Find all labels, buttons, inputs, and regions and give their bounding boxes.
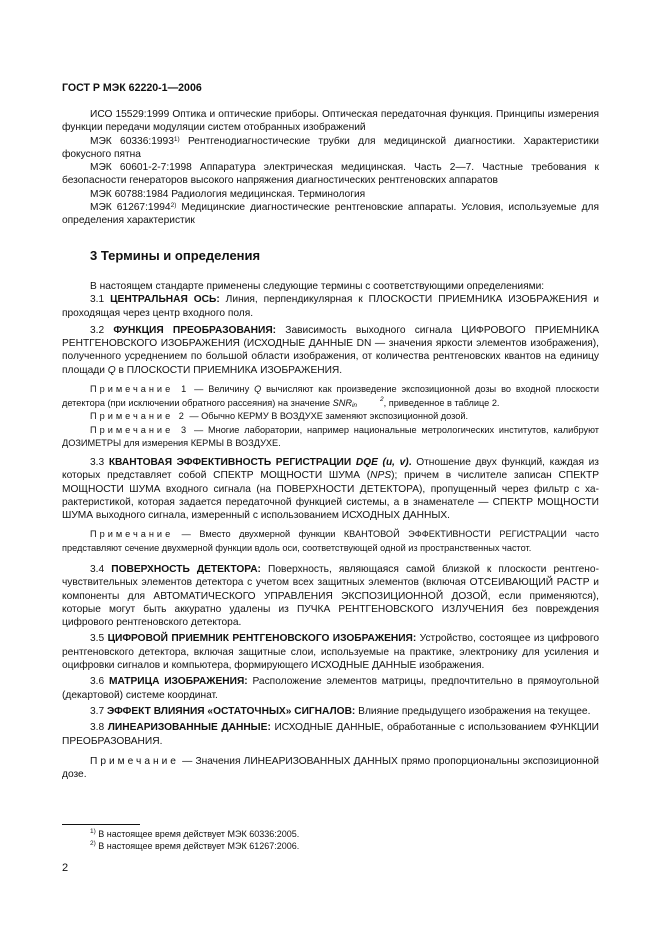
term-3-4: 3.4 ПОВЕРХНОСТЬ ДЕТЕКТОРА: Поверхность, являющаяся самой близкой к плоскости рентгеночувствительных элементов детектора с учетом всех защитных элементов (включая ОТСЕИВАЮЩИЙ РАСТР и компоненты для АВТОМАТИЧЕСКОГО УПРАВЛЕНИЯ ЭКСПОЗИЦИОННОЙ ДОЗОЙ, если применяются), которые могут быть аккуратно удалены из ПУЧКА РЕНТГЕНОВСКОГО ИЗЛУЧЕНИЯ без повреждения цифрового рентгеновского детектора.	[62, 564, 599, 629]
normative-references	[62, 108, 599, 228]
note-3-3: Примечание — Вместо двухмерной функции КВАНТОВОЙ ЭФФЕКТИВНОСТИ РЕГИСТРАЦИИ часто представляют сечение двухмерной функции вдоль оси, соответствующей одной из пространственных частот.	[62, 529, 599, 553]
terms-block-1	[62, 280, 599, 451]
page-number: 2	[62, 862, 69, 874]
section-heading: 3 Термины и определения	[90, 248, 261, 263]
terms-block-2	[62, 456, 599, 555]
note-3-2-3: Примечание 3 — Многие лаборатории, например национальные метрологических институтов, калибруют ДОЗИМЕТРЫ для измерения КЕРМЫ В ВОЗДУХЕ.	[62, 424, 599, 449]
term-3-8: 3.8 ЛИНЕАРИЗОВАННЫЕ ДАННЫЕ: ИСХОДНЫЕ ДАННЫЕ, обработанные с использованием ФУНКЦИИ ПРЕОБРАЗОВАНИЯ.	[62, 722, 599, 747]
term-3-1: 3.1 ЦЕНТРАЛЬНАЯ ОСЬ: Линия, перпендикулярная к ПЛОСКОСТИ ПРИЕМНИКА ИЗОБРАЖЕНИЯ и проходящая через центр входного поля.	[62, 294, 600, 319]
footnote-1: $^{1)}$ В настоящее время действует МЭК 60336:2005.	[90, 828, 300, 839]
terms-block-3	[62, 563, 599, 781]
intro-paragraph: В настоящем стандарте применены следующие термины с соответствующими определениями:	[90, 281, 545, 292]
reference-item: МЭК 60336:1993$^{1)}$ Рентгенодиагностические трубки для медицинской диагностики. Характеристики фокусного пятна	[62, 135, 599, 160]
reference-item: МЭК 60788:1984 Радиология медицинская. Терминология	[90, 188, 366, 200]
term-3-3: 3.3 КВАНТОВАЯ ЭФФЕКТИВНОСТЬ РЕГИСТРАЦИИ DQE (u, v). Отношение двух функций, каждая из которых представляет собой СПЕКТР МОЩНОСТИ ШУМА (NPS); причем в числителе записан СПЕКТР МОЩНОСТИ ШУМА входного сигнала (на ПОВЕРХНОСТИ ДЕТЕКТОРА), пропущенный через фильтр с характеристикой, которая задается передаточной функцией системы, а в знаменателе — СПЕКТР МОЩНОСТИ ШУМА выходного сигнала, измеренный с использованием ИСХОДНЫХ ДАННЫХ.	[62, 457, 599, 522]
standard-code-header: ГОСТ Р МЭК 62220-1—2006	[62, 82, 202, 94]
reference-item: МЭК 60601-2-7:1998 Аппаратура электрическая медицинская. Часть 2—7. Частные требования к безопасности генераторов высокого напряжения диагностических рентгеновских аппаратов	[62, 162, 599, 187]
note-3-8: Примечание — Значения ЛИНЕАРИЗОВАННЫХ ДАННЫХ прямо пропорциональны экспозиционной дозе.	[62, 755, 599, 781]
reference-item: МЭК 61267:1994$^{2)}$ Медицинские диагностические рентгеновские аппараты. Условия, используемые для определения характеристик	[62, 202, 599, 227]
term-3-7: 3.7 ЭФФЕКТ ВЛИЯНИЯ «ОСТАТОЧНЫХ» СИГНАЛОВ: Влияние предыдущего изображения на текущее.	[90, 705, 591, 717]
note-3-2-1: Примечание 1 — Величину Q вычисляют как произведение экспозиционной дозы во входной плоскости детектора (при исключении обратного рассеяния) на значение SNR 2 in , приведенное в таблице 2.	[62, 384, 600, 410]
footnote-2: $^{2)}$ В настоящее время действует МЭК 61267:2006.	[90, 840, 300, 851]
term-3-6: 3.6 МАТРИЦА ИЗОБРАЖЕНИЯ: Расположение элементов матрицы, предпочтительно в прямоугольной (декартовой) системе координат.	[62, 676, 600, 701]
term-3-2: 3.2 ФУНКЦИЯ ПРЕОБРАЗОВАНИЯ: Зависимость выходного сигнала ЦИФРОВОГО ПРИЕМНИКА РЕНТГЕНОВСКОГО ИЗОБРАЖЕНИЯ (ИСХОДНЫЕ ДАННЫЕ DN — значения яркости элементов изображения), полученного усреднением по большой области изображения, от количества рентгеновских квантов на единицу площади Q в ПЛОСКОСТИ ПРИЕМНИКА ИЗОБРАЖЕНИЯ.	[62, 324, 599, 376]
term-3-5: 3.5 ЦИФРОВОЙ ПРИЕМНИК РЕНТГЕНОВСКОГО ИЗОБРАЖЕНИЯ: Устройство, состоящее из цифрового рентгеновского детектора, включая защитные слои, используемые на практике, электронику для усиления и оцифровки сигналов и компьютера, формирующего ИСХОДНЫЕ ДАННЫЕ изображения.	[62, 633, 599, 672]
footnote-separator	[62, 824, 140, 825]
note-3-2-2: Примечание 2 — Обычно КЕРМУ В ВОЗДУХЕ заменяют экспозиционной дозой.	[90, 411, 469, 422]
reference-item: ИСО 15529:1999 Оптика и оптические приборы. Оптическая передаточная функция. Принципы измерения функции передачи модуляции систем отобранных изображений	[62, 109, 599, 134]
